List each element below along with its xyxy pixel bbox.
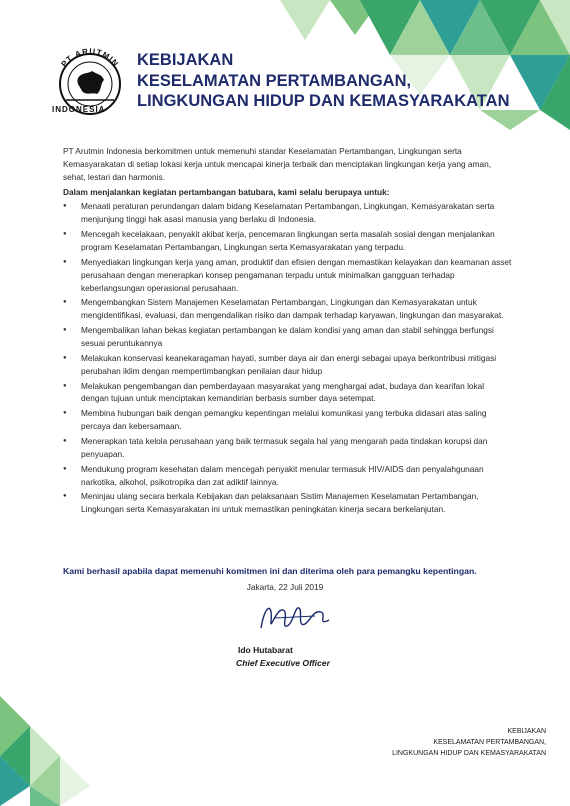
list-item: ● Mengembangkan Sistem Manajemen Keselamatan Pertambangan, Lingkungan dan Kemasyarakatan untuk mengidentifikasi, evaluasi, dan mengendalikan risiko dan dampak terhadap karyawan, lingkungan dan masyarakat. [63, 296, 513, 322]
commitment-lead: Dalam menjalankan kegiatan pertambangan batubara, kami selalu berupaya untuk: [63, 186, 390, 197]
list-item: ● Mencegah kecelakaan, penyakit akibat kerja, pencemaran lingkungan serta masalah sosial dengan menjalankan program Keselamatan Pertambangan, Lingkungan serta Kemasyarakatan yang terpadu. [63, 228, 513, 254]
footer-line-3: LINGKUNGAN HIDUP DAN KEMASYARAKATAN [392, 749, 546, 757]
footer-line-2: KESELAMATAN PERTAMBANGAN, [433, 738, 546, 746]
place-date: Jakarta, 22 Juli 2019 [246, 582, 324, 592]
footer-line-1: KEBIJAKAN [507, 728, 546, 735]
list-item: ● Menerapkan tata kelola perusahaan yang baik termasuk segala hal yang mengarah pada tindakan korupsi dan penyuapan. [63, 435, 513, 461]
signer-name: Ido Hutabarat [238, 645, 293, 655]
list-item: ● Mendukung program kesehatan dalam mencegah penyakit menular termasuk HIV/AIDS dan penyalahgunaan narkotika, alkohol, psikotropika dan zat adiktif lainnya. [63, 463, 513, 489]
logo-country-text: INDONESIA [52, 105, 106, 114]
intro-paragraph: PT Arutmin Indonesia berkomitmen untuk memenuhi standar Keselamatan Pertambangan, Lingkungan serta Kemasyarakatan di setiap lokasi kerja untuk mencapai kinerja terbaik dan menciptakan lingkungan kerja yang aman, sehat, lestari dan harmonis. [63, 146, 491, 182]
title-line-1: KEBIJAKAN [137, 51, 234, 69]
footer-title [392, 727, 546, 760]
closing-statement: Kami berhasil apabila dapat memenuhi komitmen ini dan diterima oleh para pemangku kepentingan. [63, 566, 477, 576]
title-line-3: LINGKUNGAN HIDUP DAN KEMASYARAKATAN [137, 92, 510, 111]
footer-triangle-pattern [0, 686, 120, 806]
svg-text:PT ARUTMIN [59, 47, 120, 69]
list-item: ● Menyediakan lingkungan kerja yang aman, produktif dan efisien dengan memastikan kelayakan dan keamanan asset perusahaan dengan menerapkan konsep pengamanan terpadu untuk minimalkan gangguan terhadap keberlangsungan operasional perusahaan. [63, 256, 513, 295]
list-item: ● Meninjau ulang secara berkala Kebijakan dan pelaksanaan Sistim Manajemen Keselamatan Pertambangan, Lingkungan serta Kemasyarakatan ini untuk memastikan peningkatan kinerja secara berkelanjutan. [63, 490, 513, 516]
list-item: ● Mengembalikan lahan bekas kegiatan pertambangan ke dalam kondisi yang aman dan stabil sehingga berfungsi sesuai peruntukannya [63, 324, 513, 350]
list-item: ● Melakukan konservasi keanekaragaman hayati, sumber daya air dan energi sebagai upaya berkontribusi mitigasi perubahan iklim dengan mempertimbangkan penilaian daur hidup [63, 352, 513, 378]
policy-body [63, 145, 513, 518]
document-title [137, 50, 509, 112]
commitment-list [63, 200, 513, 516]
handwritten-signature [255, 598, 335, 638]
list-item: ● Menaati peraturan perundangan dalam bidang Keselamatan Pertambangan, Lingkungan, Kemasyarakatan serta menjunjung tinggi hak asasi manusia yang berlaku di Indonesia. [63, 200, 513, 226]
logo-ring-text: PT ARUTMIN [59, 46, 121, 69]
title-line-2: KESELAMATAN PERTAMBANGAN, [137, 71, 412, 90]
list-item: ● Membina hubungan baik dengan pemangku kepentingan melalui komunikasi yang terbuka didasari atas saling percaya dan kebersamaan. [63, 407, 513, 433]
list-item: ● Melakukan pengembangan dan pemberdayaan masyarakat yang menghargai adat, budaya dan kearifan lokal dengan tujuan untuk menciptakan kemandirian berbasis sumber daya setempat. [63, 380, 513, 406]
signer-title: Chief Executive Officer [236, 658, 330, 668]
